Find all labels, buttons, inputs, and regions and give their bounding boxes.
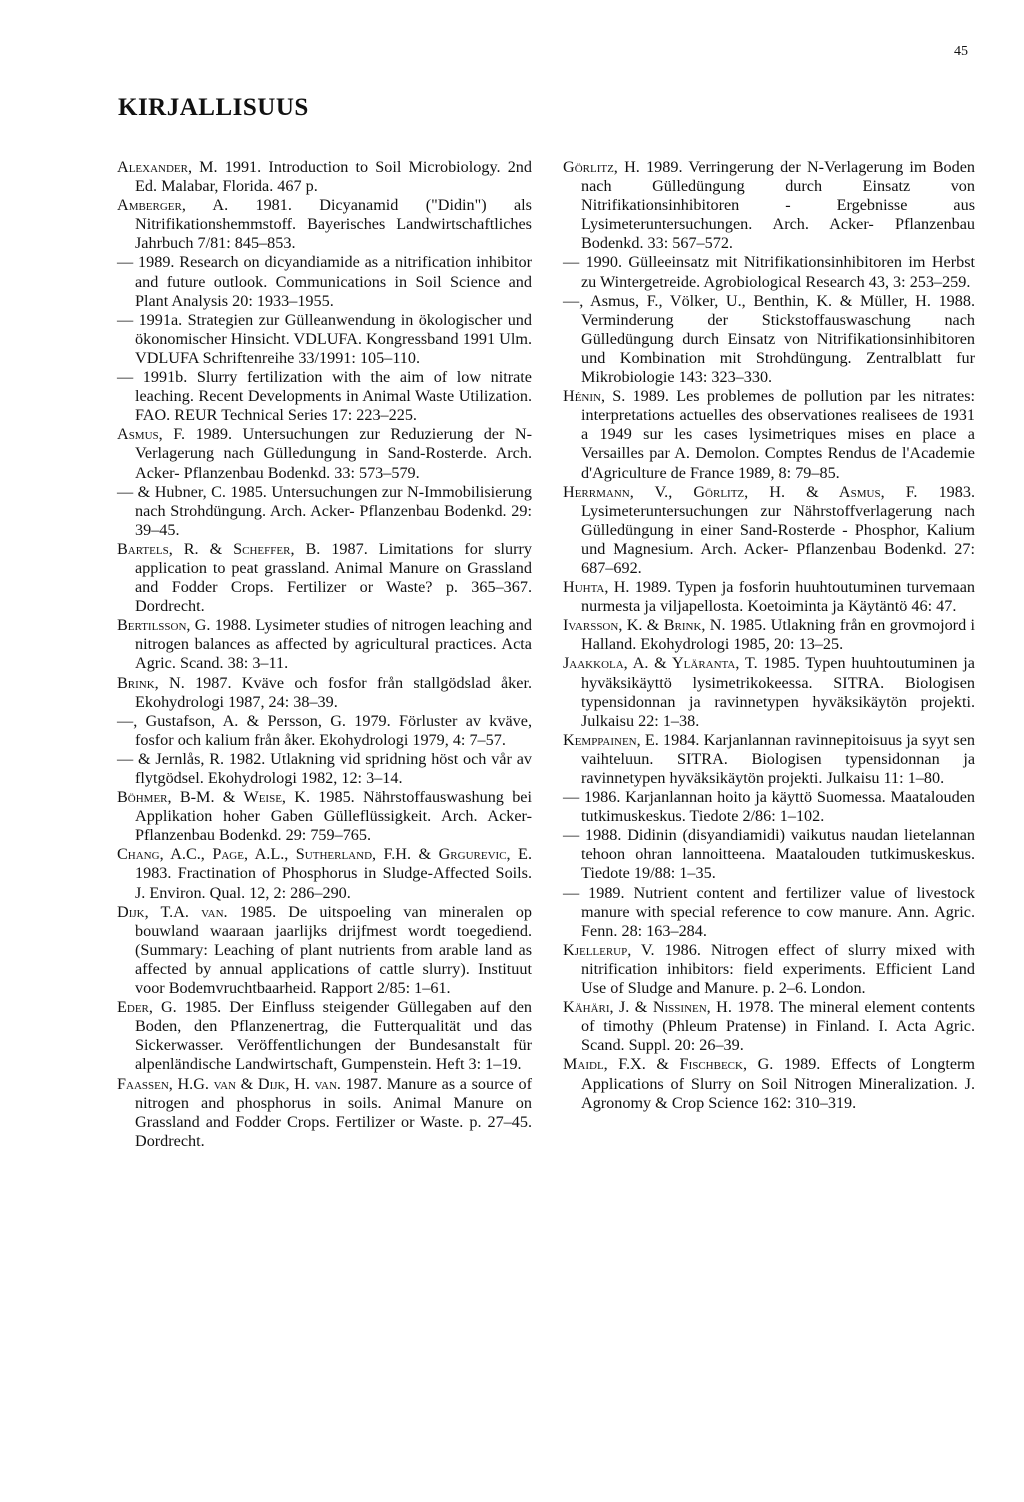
reference-entry [117, 998, 532, 1074]
reference-entry [117, 196, 532, 253]
reference-text: 1985. Utlakning från en grovmojord i Halland. Ekohydrologi 1985, 20: 13–25. [581, 616, 975, 654]
reference-entry [117, 368, 532, 425]
reference-entry [117, 845, 532, 902]
reference-text: — 1991b. Slurry fertilization with the aim of low nitrate leaching. Recent Developments in Animal Waste Utilization. FAO. REUR Technical Series 17: 223–225. [117, 368, 532, 425]
reference-author: Brink, N. [117, 673, 185, 692]
reference-entry [563, 253, 975, 291]
references-right-column [563, 158, 975, 1113]
reference-author: Amberger, A. [117, 196, 229, 215]
reference-text: 1985. Nährstoffauswashung bei Applikation hoher Gaben Gülleflüssigkeit. Arch. Acker- Pflanzenbau Bodenkd. 29: 759–765. [135, 788, 532, 845]
reference-author: Hénin, S. [563, 387, 626, 406]
reference-text: — & Jernlås, R. 1982. Utlakning vid spridning höst och vår av flytgödsel. Ekohydrologi 1982, 12: 3–14. [117, 749, 532, 787]
reference-author: Kemppainen, E. [563, 730, 659, 749]
reference-text: 1989. Typen ja fosforin huuhtoutuminen turvemaan nurmesta ja viljapellosta. Koetoiminta ja Käytäntö 46: 47. [581, 578, 975, 616]
reference-text: —, Gustafson, A. & Persson, G. 1979. Förluster av kväve, fosfor och kalium från åker. Ekohydrologi 1979, 4: 7–57. [117, 711, 532, 749]
reference-entry [117, 674, 532, 712]
reference-entry [117, 1075, 532, 1151]
reference-entry [117, 903, 532, 998]
reference-author: Jaakkola, A. & Yläranta, T. [563, 654, 758, 673]
reference-author: Eder, G. [117, 998, 177, 1017]
reference-text: 1984. Karjanlannan ravinnepitoisuus ja syyt sen vaihteluun. SITRA. Biologisen typensidonnan ja ravinnetypen hyväksikäytön projekti. Julkaisu 11: 1–80. [581, 730, 975, 787]
reference-text: — 1991a. Strategien zur Gülleanwendung in ökologischer und ökonomischer Hinsicht. VDLUFA. Kongressband 1991 Ulm. VDLUFA Schriftenreihe 33/1991: 105–110. [117, 310, 532, 367]
reference-entry [563, 483, 975, 578]
reference-author: Böhmer, B-M. & Weise, K. [117, 788, 310, 807]
reference-author: Bertilsson, G. [117, 616, 211, 635]
reference-entry [563, 1055, 975, 1112]
reference-text: 1985. Typen huuhtoutuminen ja hyväksikäyttö lysimetrikokeessa. SITRA. Biologisen typensidonnan ja ravinnetypen hyväksikäytön projekti. Julkaisu 22: 1–38. [581, 654, 975, 730]
reference-text: — 1989. Research on dicyandiamide as a nitrification inhibitor and future outlook. Communications in Soil Science and Plant Analysis 20: 1933–1955. [117, 253, 532, 310]
reference-entry [117, 788, 532, 845]
reference-entry [563, 884, 975, 941]
reference-entry [117, 483, 532, 540]
reference-author: Kjellerup, V. [563, 940, 655, 959]
reference-author: Görlitz, H. [563, 158, 640, 176]
reference-entry [117, 750, 532, 788]
reference-text: — 1990. Gülleeinsatz mit Nitrifikationsinhibitoren im Herbst zu Wintergetreide. Agrobiological Research 43, 3: 253–259. [563, 253, 975, 291]
reference-entry [563, 788, 975, 826]
reference-entry [563, 654, 975, 730]
reference-author: Maidl, F.X. & Fischbeck, G. [563, 1055, 774, 1074]
reference-author: Chang, A.C., Page, A.L., Sutherland, F.H. & Grgurevic, E. [117, 845, 532, 864]
reference-text: 1978. The mineral element contents of timothy (Phleum Pratense) in Finland. I. Acta Agric. Scand. Suppl. 20: 26–39. [581, 998, 975, 1055]
reference-author: Asmus, F. [117, 425, 186, 444]
reference-text: — 1986. Karjanlannan hoito ja käyttö Suomessa. Maatalouden tutkimuskeskus. Tiedote 2/86: 1–102. [563, 788, 975, 826]
reference-author: Herrmann, V., Görlitz, H. & Asmus, F. [563, 482, 918, 501]
reference-text: 1983. Fractination of Phosphorus in Sludge-Affected Soils. J. Environ. Qual. 12, 2: 286–290. [135, 864, 532, 902]
reference-author: Faassen, H.G. van & Dijk, H. van. [117, 1074, 341, 1093]
reference-text: 1991. Introduction to Soil Microbiology. 2nd Ed. Malabar, Florida. 467 p. [135, 158, 532, 196]
reference-entry [563, 616, 975, 654]
reference-entry [563, 826, 975, 883]
references-left-column [117, 158, 532, 1151]
reference-text: — 1989. Nutrient content and fertilizer value of livestock manure with special reference to cow manure. Ann. Agric. Fenn. 28: 163–284. [563, 883, 975, 940]
reference-author: Huhta, H. [563, 578, 630, 597]
reference-text: — & Hubner, C. 1985. Untersuchungen zur N-Immobilisierung nach Strohdüngung. Arch. Acker- Pflanzenbau Bodenkd. 29: 39–45. [117, 482, 532, 539]
reference-author: Ivarsson, K. & Brink, N. [563, 616, 726, 635]
reference-text: 1987. Limitations for slurry application to peat grassland. Animal Manure on Grassland and Fodder Crops. Fertilizer or Waste? p. 365–367. Dordrecht. [135, 539, 532, 616]
reference-text: 1985. De uitspoeling van mineralen op bouwland waaraan jaarlijks drijfmest wordt toegediend. (Summary: Leaching of plant nutrients from arable land as affected by annual applications of cattle slurry). Instituut voor Bodemvruchtbaarheid. Rapport 2/85: 1–61. [135, 902, 532, 998]
reference-entry [563, 998, 975, 1055]
reference-entry [117, 425, 532, 482]
reference-text: 1985. Der Einfluss steigender Güllegaben auf den Boden, den Pflanzenertrag, die Futterqualität und das Sickerwasser. Veröffentlichungen der Bundesanstalt für alpenländische Landwirtschaft, Gumpenstein. Heft 3: 1–19. [135, 998, 532, 1074]
page-title: KIRJALLISUUS [118, 94, 309, 121]
reference-text: 1989. Effects of Longterm Applications of Slurry on Soil Nitrogen Mineralization. J. Agronomy & Crop Science 162: 310–319. [581, 1055, 975, 1112]
reference-author: Dijk, T.A. van. [117, 902, 228, 921]
reference-text: — 1988. Didinin (disyandiamidi) vaikutus naudan lietelannan tehoon ohran lannoitteena. Maatalouden tutkimuskeskus. Tiedote 19/88: 1–35. [563, 826, 975, 883]
reference-text: 1989. Les problemes de pollution par les nitrates: interpretations actuelles des observationes realisees de 1931 a 1949 sur les cases lysimetriques mises en place a Versailles par A. Demolon. Comptes Rendus de l'Academie d'Agriculture de France 1989, 8: 79–85. [581, 387, 975, 482]
reference-author: Alexander, M. [117, 158, 218, 176]
reference-entry [563, 578, 975, 616]
reference-text: 1989. Untersuchungen zur Reduzierung der N-Verlagerung nach Gülledungung in Sand-Rosterde. Arch. Acker- Pflanzenbau Bodenkd. 33: 573–579. [135, 425, 533, 482]
reference-entry [117, 616, 532, 673]
reference-entry [563, 292, 975, 387]
reference-author: Kähäri, J. & Nissinen, H. [563, 998, 732, 1017]
reference-entry [117, 253, 532, 310]
reference-entry [117, 311, 532, 368]
reference-text: 1989. Verringerung der N-Verlagerung im Boden nach Gülledüngung durch Einsatz von Nitrifikationsinhibitoren - Ergebnisse aus Lysimeteruntersuchungen. Arch. Acker- Pflanzenbau Bodenkd. 33: 567–572. [581, 158, 975, 253]
reference-entry [117, 158, 532, 196]
reference-text: 1988. Lysimeter studies of nitrogen leaching and nitrogen balances as affected by agricultural practices. Acta Agric. Scand. 38: 3–11. [135, 616, 532, 673]
reference-text: 1986. Nitrogen effect of slurry mixed with nitrification inhibitors: field experiments. Efficient Land Use of Sludge and Manure. p. 2–6. London. [581, 940, 975, 998]
reference-text: 1983. Lysimeteruntersuchungen zur Nährstoffverlagerung nach Gülledüngung in einer Sand-Rosterde - Phosphor, Kalium und Magnesium. Arch. Acker- Pflanzenbau Bodenkd. 27: 687–692. [581, 482, 976, 577]
reference-text: —, Asmus, F., Völker, U., Benthin, K. & Müller, H. 1988. Verminderung der Stickstoffauswaschung nach Gülledüngung durch Einsatz von Nitrifikationsinhibitoren und Kombination mit Strohdüngung. Zentralblatt fur Mikrobiologie 143: 323–330. [563, 291, 975, 387]
reference-text: 1987. Kväve och fosfor från stallgödslad åker. Ekohydrologi 1987, 24: 38–39. [135, 673, 533, 711]
reference-entry [563, 387, 975, 482]
reference-entry [117, 712, 532, 750]
reference-entry [117, 540, 532, 616]
reference-entry [563, 941, 975, 998]
reference-text: 1981. Dicyanamid ("Didin") als Nitrifikationshemmstoff. Bayerisches Landwirtschaftliches Jahrbuch 7/81: 845–853. [135, 196, 532, 253]
reference-entry [563, 731, 975, 788]
page-number: 45 [954, 44, 968, 59]
reference-text: 1987. Manure as a source of nitrogen and phosphorus in soils. Animal Manure on Grassland and Fodder Crops. Fertilizer or Waste. p. 27–45. Dordrecht. [135, 1074, 532, 1150]
reference-entry [563, 158, 975, 253]
reference-author: Bartels, R. & Scheffer, B. [117, 539, 321, 558]
